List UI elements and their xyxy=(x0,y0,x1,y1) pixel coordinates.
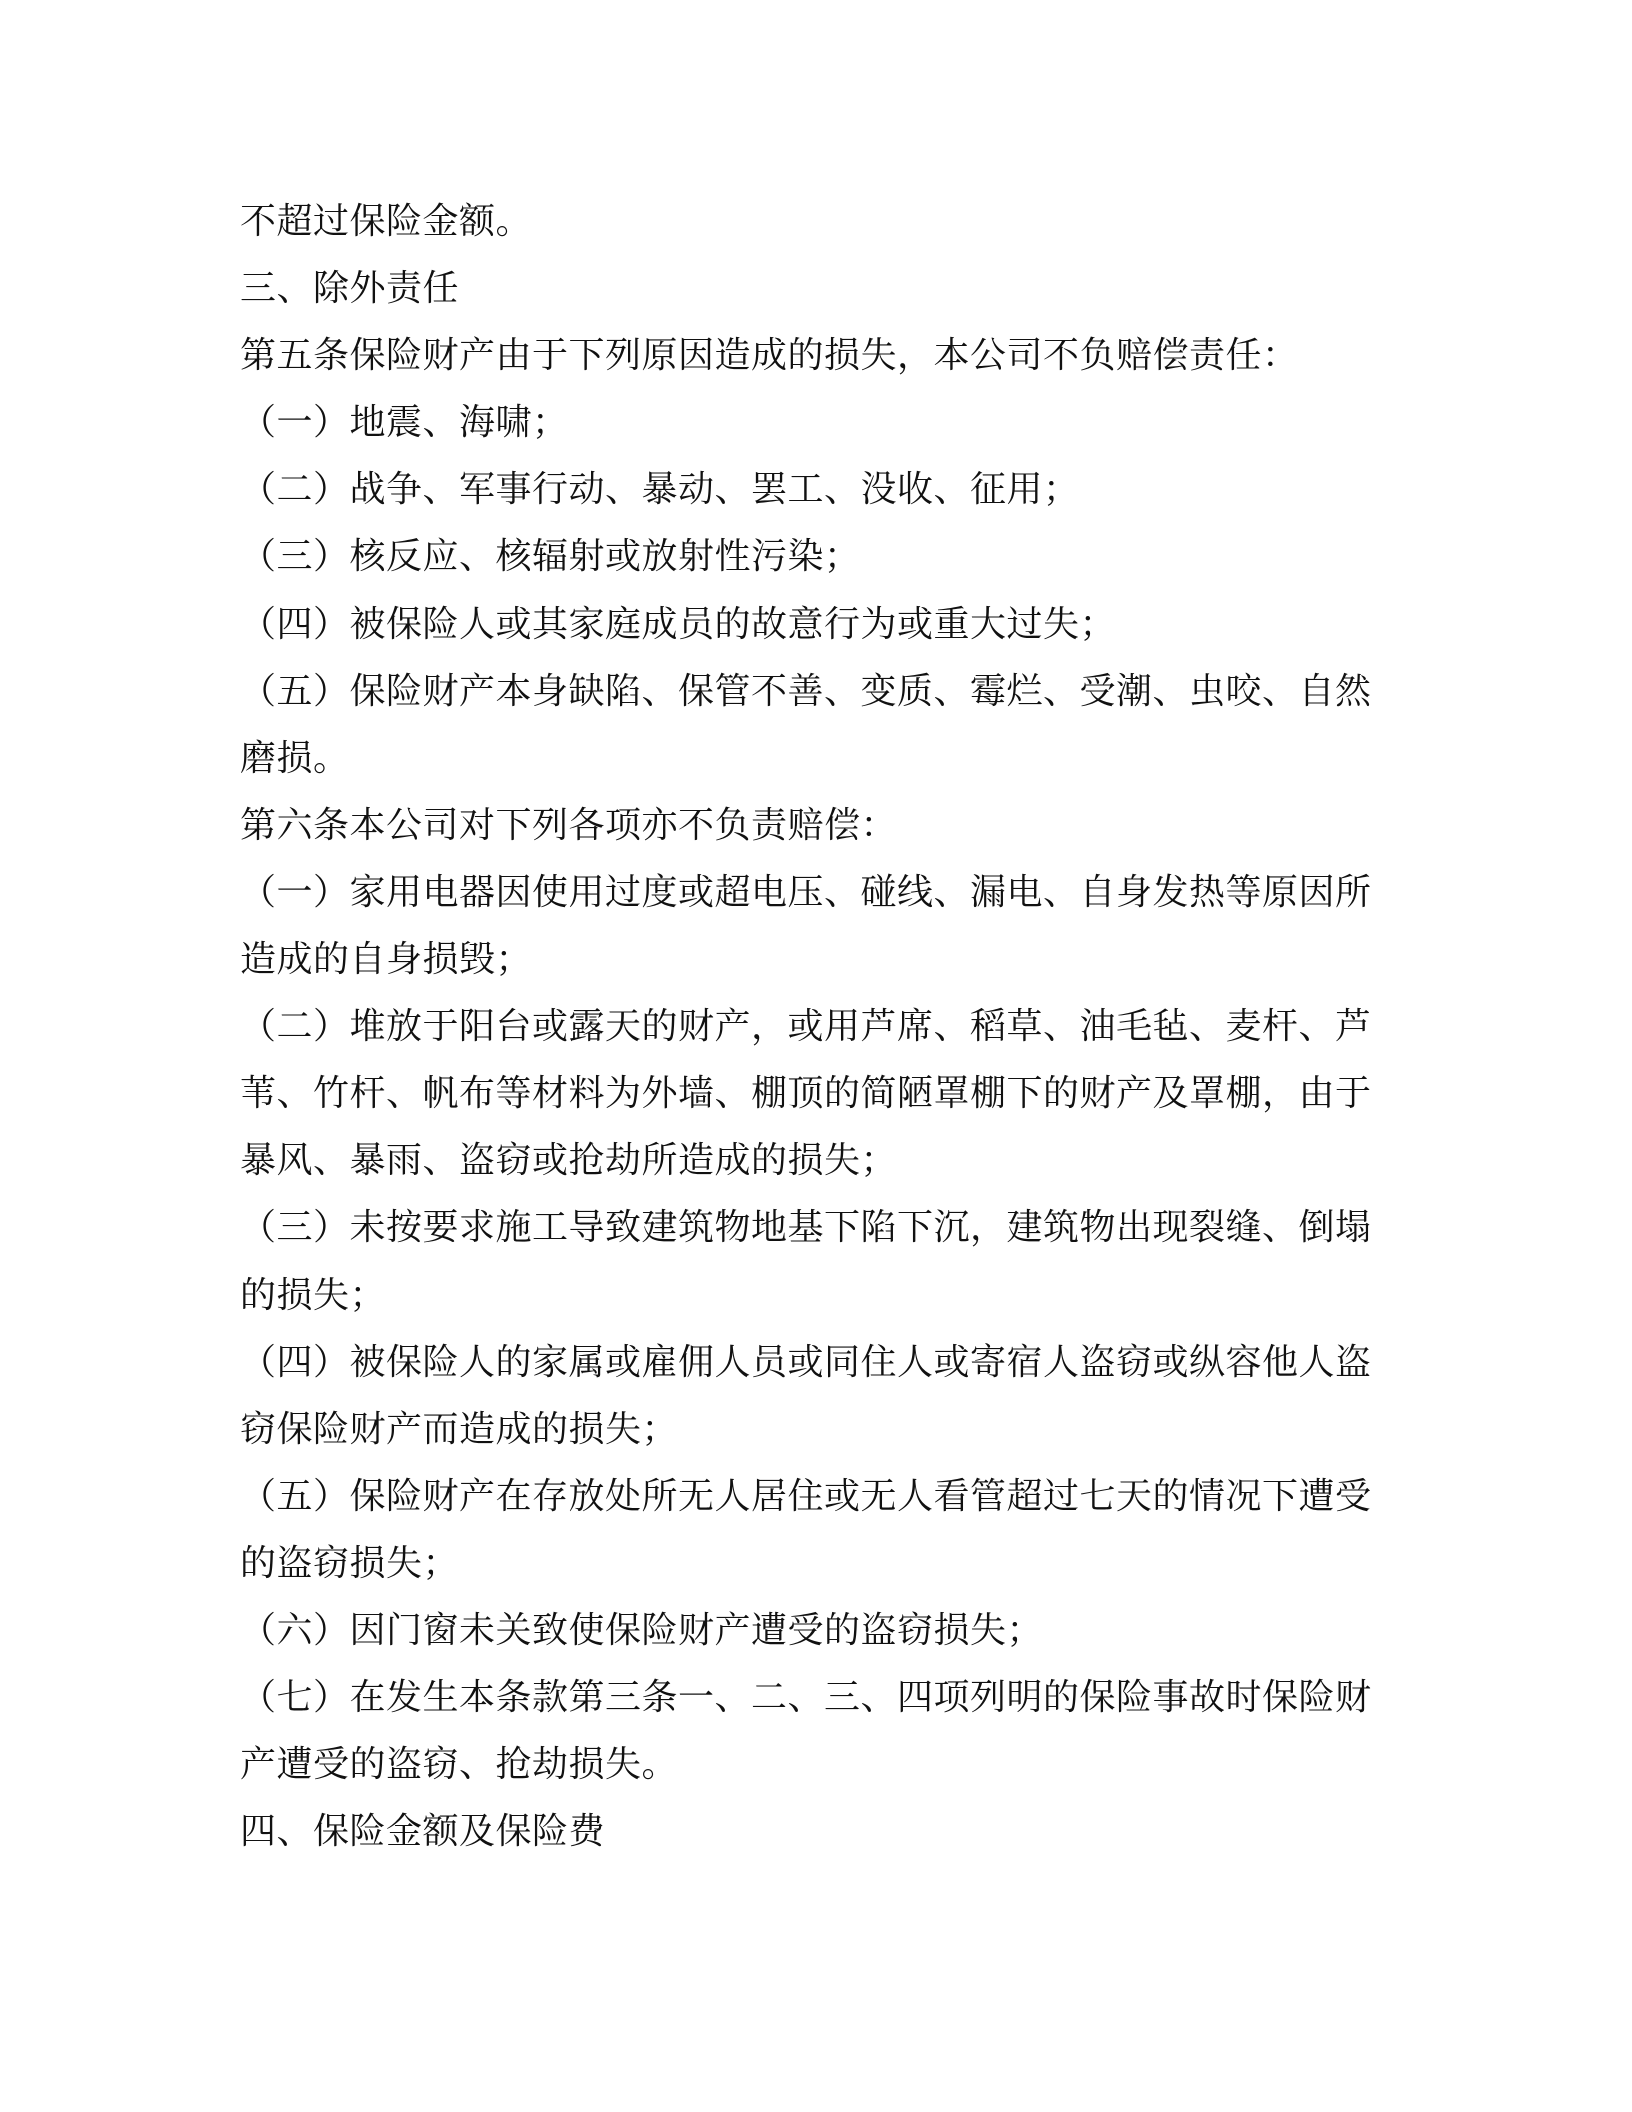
text-line: （三）核反应、核辐射或放射性污染； xyxy=(240,536,861,578)
text-line: 窃保险财产而造成的损失； xyxy=(240,1408,679,1450)
text-line: （五）保险财产在存放处所无人居住或无人看管超过七天的情况下遭受 xyxy=(240,1475,1372,1517)
text-line: 的盗窃损失； xyxy=(240,1542,460,1584)
text-line: 暴风、暴雨、盗窃或抢劫所造成的损失； xyxy=(240,1140,898,1182)
text-line: （二）战争、军事行动、暴动、罢工、没收、征用； xyxy=(240,469,1080,511)
text-line: （三）未按要求施工导致建筑物地基下陷下沉，建筑物出现裂缝、倒塌 xyxy=(240,1207,1372,1249)
text-line: 苇、竹杆、帆布等材料为外墙、棚顶的简陋罩棚下的财产及罩棚，由于 xyxy=(240,1073,1372,1115)
section-heading-insured-amount: 四、保险金额及保险费 xyxy=(240,1811,606,1853)
text-line: （五）保险财产本身缺陷、保管不善、变质、霉烂、受潮、虫咬、自然 xyxy=(240,670,1372,712)
document-body xyxy=(240,188,1380,1865)
text-line: 磨损。 xyxy=(240,737,350,779)
text-line: （六）因门窗未关致使保险财产遭受的盗窃损失； xyxy=(240,1609,1044,1651)
text-line: （一）地震、海啸； xyxy=(240,402,569,444)
article-5-intro: 第五条保险财产由于下列原因造成的损失，本公司不负赔偿责任： xyxy=(240,335,1299,377)
text-line: 造成的自身损毁； xyxy=(240,939,533,981)
text-line: （四）被保险人的家属或雇佣人员或同住人或寄宿人盗窃或纵容他人盗 xyxy=(240,1341,1372,1383)
text-line: 的损失； xyxy=(240,1274,387,1316)
text-line: 不超过保险金额。 xyxy=(240,201,533,242)
text-line: 产遭受的盗窃、抢劫损失。 xyxy=(240,1744,679,1786)
section-heading-exclusions: 三、除外责任 xyxy=(240,268,460,310)
text-line: （二）堆放于阳台或露天的财产，或用芦席、稻草、油毛毡、麦杆、芦 xyxy=(240,1006,1372,1048)
text-line: （七）在发生本条款第三条一、二、三、四项列明的保险事故时保险财 xyxy=(240,1677,1372,1719)
article-6-intro: 第六条本公司对下列各项亦不负责赔偿： xyxy=(240,804,898,846)
text-line: （四）被保险人或其家庭成员的故意行为或重大过失； xyxy=(240,603,1117,645)
text-line: （一）家用电器因使用过度或超电压、碰线、漏电、自身发热等原因所 xyxy=(240,871,1372,913)
